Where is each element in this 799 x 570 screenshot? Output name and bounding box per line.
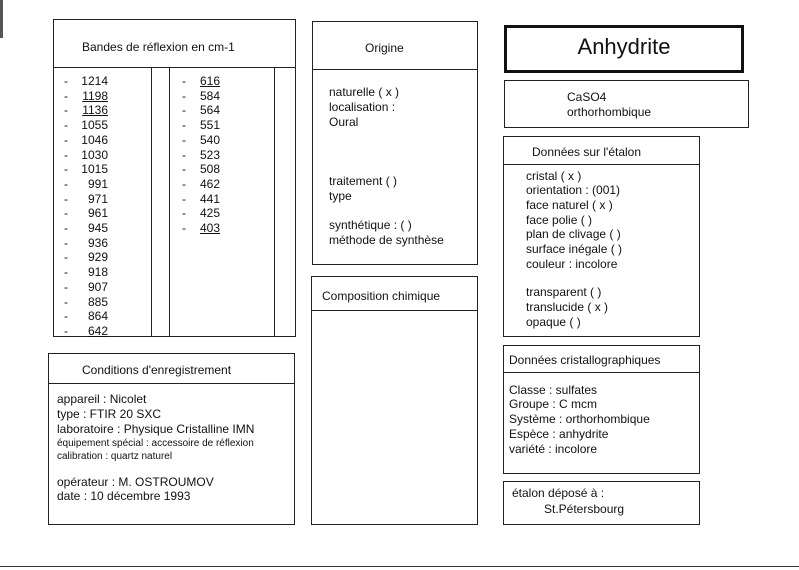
- etalon-line2-1: translucide ( x ): [526, 300, 609, 314]
- etalon-line-1: orientation : (001): [526, 183, 621, 197]
- band-value: 1046: [81, 132, 108, 147]
- band-dash: -: [64, 250, 68, 265]
- band-dash: -: [64, 176, 68, 191]
- band-value: 441: [199, 191, 220, 206]
- col-divider-2: [169, 68, 170, 336]
- band-value: 945: [87, 221, 108, 235]
- cristallo-groupe: Groupe : C mcm: [509, 397, 598, 411]
- band-value: 929: [87, 250, 108, 265]
- band-value: 1015: [81, 162, 108, 177]
- conditions-appareil: appareil : Nicolet: [57, 392, 147, 406]
- origine-type: type: [329, 189, 352, 203]
- conditions-laboratoire: laboratoire : Physique Cristalline IMN: [57, 422, 255, 436]
- band-value: 540: [199, 132, 220, 147]
- band-value: 864: [87, 309, 108, 324]
- etalon-header: [504, 137, 699, 165]
- band-value: 961: [87, 206, 108, 221]
- band-value: 584: [199, 88, 220, 103]
- band-dash: -: [182, 103, 186, 118]
- band-value: 1055: [81, 118, 108, 133]
- band-dash: -: [182, 191, 186, 206]
- band-dash: -: [182, 74, 186, 88]
- band-dash: -: [64, 235, 68, 250]
- etalon-line-5: surface inégale ( ): [526, 242, 623, 256]
- band-value: 918: [87, 265, 108, 280]
- mineral-formula: CaSO4: [567, 90, 607, 104]
- band-value: 462: [199, 176, 220, 191]
- cristallo-title: Données cristallographiques: [509, 353, 661, 367]
- composition-panel: [311, 276, 478, 525]
- conditions-operateur: opérateur : M. OSTROUMOV: [57, 475, 214, 489]
- origine-lieu: Oural: [329, 115, 359, 129]
- band-value: 425: [199, 206, 220, 221]
- band-dash: -: [182, 221, 186, 235]
- col-divider-1: [151, 68, 152, 336]
- origine-methode: méthode de synthèse: [329, 233, 444, 247]
- depot-panel: [503, 481, 700, 525]
- cristallo-systeme: Système : orthorhombique: [509, 412, 650, 426]
- band-dash: -: [64, 74, 68, 88]
- band-dash: -: [64, 147, 68, 162]
- mineral-name: Anhydrite: [577, 34, 671, 59]
- origine-traitement: traitement ( ): [329, 174, 398, 188]
- band-dash: -: [182, 132, 186, 147]
- origine-localisation: localisation :: [329, 100, 396, 114]
- band-dash: -: [64, 279, 68, 294]
- band-dash: -: [64, 309, 68, 324]
- cristallo-classe: Classe : sulfates: [509, 383, 598, 397]
- origine-title: Origine: [365, 41, 404, 55]
- cristallo-espece: Espèce : anhydrite: [509, 427, 609, 441]
- band-dash: -: [64, 162, 68, 177]
- etalon-line2-2: opaque ( ): [526, 315, 581, 329]
- page-bottom-rule: [0, 566, 799, 567]
- conditions-date: date : 10 décembre 1993: [57, 489, 191, 503]
- conditions-panel: [48, 353, 295, 525]
- band-dash: -: [64, 221, 68, 235]
- origine-synthetique: synthétique : ( ): [329, 218, 412, 232]
- band-dash: -: [182, 147, 186, 162]
- band-dash: -: [182, 118, 186, 133]
- band-value: 1214: [81, 74, 108, 88]
- band-value: 971: [87, 191, 108, 206]
- origine-panel: [312, 21, 478, 265]
- etalon-line-2: face naturel ( x ): [526, 198, 613, 212]
- cristallo-panel: [503, 345, 700, 474]
- etalon-line-0: cristal ( x ): [526, 169, 582, 183]
- band-dash: -: [64, 103, 68, 118]
- etalon-line-3: face polie ( ): [526, 213, 593, 227]
- band-dash: -: [64, 265, 68, 280]
- band-dash: -: [64, 132, 68, 147]
- origine-header: [313, 22, 477, 70]
- composition-title: Composition chimique: [322, 289, 441, 303]
- conditions-equipement: équipement spécial : accessoire de réflexion: [57, 438, 254, 449]
- bands-panel: [53, 19, 296, 337]
- bands-header: [54, 20, 295, 68]
- etalon-line2-0: transparent ( ): [526, 285, 602, 299]
- page-edge-mark: [0, 0, 3, 38]
- origine-naturelle: naturelle ( x ): [329, 85, 400, 99]
- band-dash: -: [182, 162, 186, 177]
- band-dash: -: [182, 176, 186, 191]
- bands-title: Bandes de réflexion en cm-1: [82, 40, 235, 54]
- conditions-header: [49, 354, 294, 384]
- band-value: 991: [87, 176, 108, 191]
- band-value: 551: [199, 118, 220, 133]
- conditions-calibration: calibration : quartz naturel: [57, 451, 173, 462]
- band-dash: -: [64, 191, 68, 206]
- band-value: 642: [87, 323, 108, 338]
- band-value: 616: [199, 74, 220, 88]
- band-value: 508: [199, 162, 220, 177]
- band-dash: -: [64, 206, 68, 221]
- band-value: 403: [199, 221, 220, 235]
- band-dash: -: [64, 294, 68, 309]
- etalon-line-6: couleur : incolore: [526, 257, 618, 271]
- band-dash: -: [182, 88, 186, 103]
- conditions-title: Conditions d'enregistrement: [82, 363, 232, 377]
- band-value: 907: [87, 279, 108, 294]
- mineral-name-box: [504, 25, 744, 73]
- band-dash: -: [64, 88, 68, 103]
- band-dash: -: [182, 206, 186, 221]
- band-value: 1198: [82, 88, 108, 103]
- band-value: 1136: [82, 103, 108, 118]
- depot-lieu: St.Pétersbourg: [544, 502, 625, 516]
- composition-header: [312, 277, 477, 311]
- band-dash: -: [64, 323, 68, 338]
- etalon-line-4: plan de clivage ( ): [526, 227, 621, 241]
- band-value: 885: [87, 294, 108, 309]
- depot-label: étalon déposé à :: [512, 486, 605, 500]
- band-value: 936: [87, 235, 108, 250]
- etalon-panel: [503, 136, 700, 337]
- conditions-type: type : FTIR 20 SXC: [57, 407, 162, 421]
- band-value: 523: [199, 147, 220, 162]
- formula-box: [504, 80, 749, 128]
- col-divider-3: [274, 68, 275, 336]
- band-dash: -: [64, 118, 68, 133]
- mineral-system: orthorhombique: [567, 105, 652, 119]
- band-value: 564: [199, 103, 220, 118]
- etalon-title: Données sur l'étalon: [532, 145, 642, 159]
- band-value: 1030: [81, 147, 108, 162]
- cristallo-header: [504, 346, 699, 373]
- cristallo-variete: variété : incolore: [509, 442, 598, 456]
